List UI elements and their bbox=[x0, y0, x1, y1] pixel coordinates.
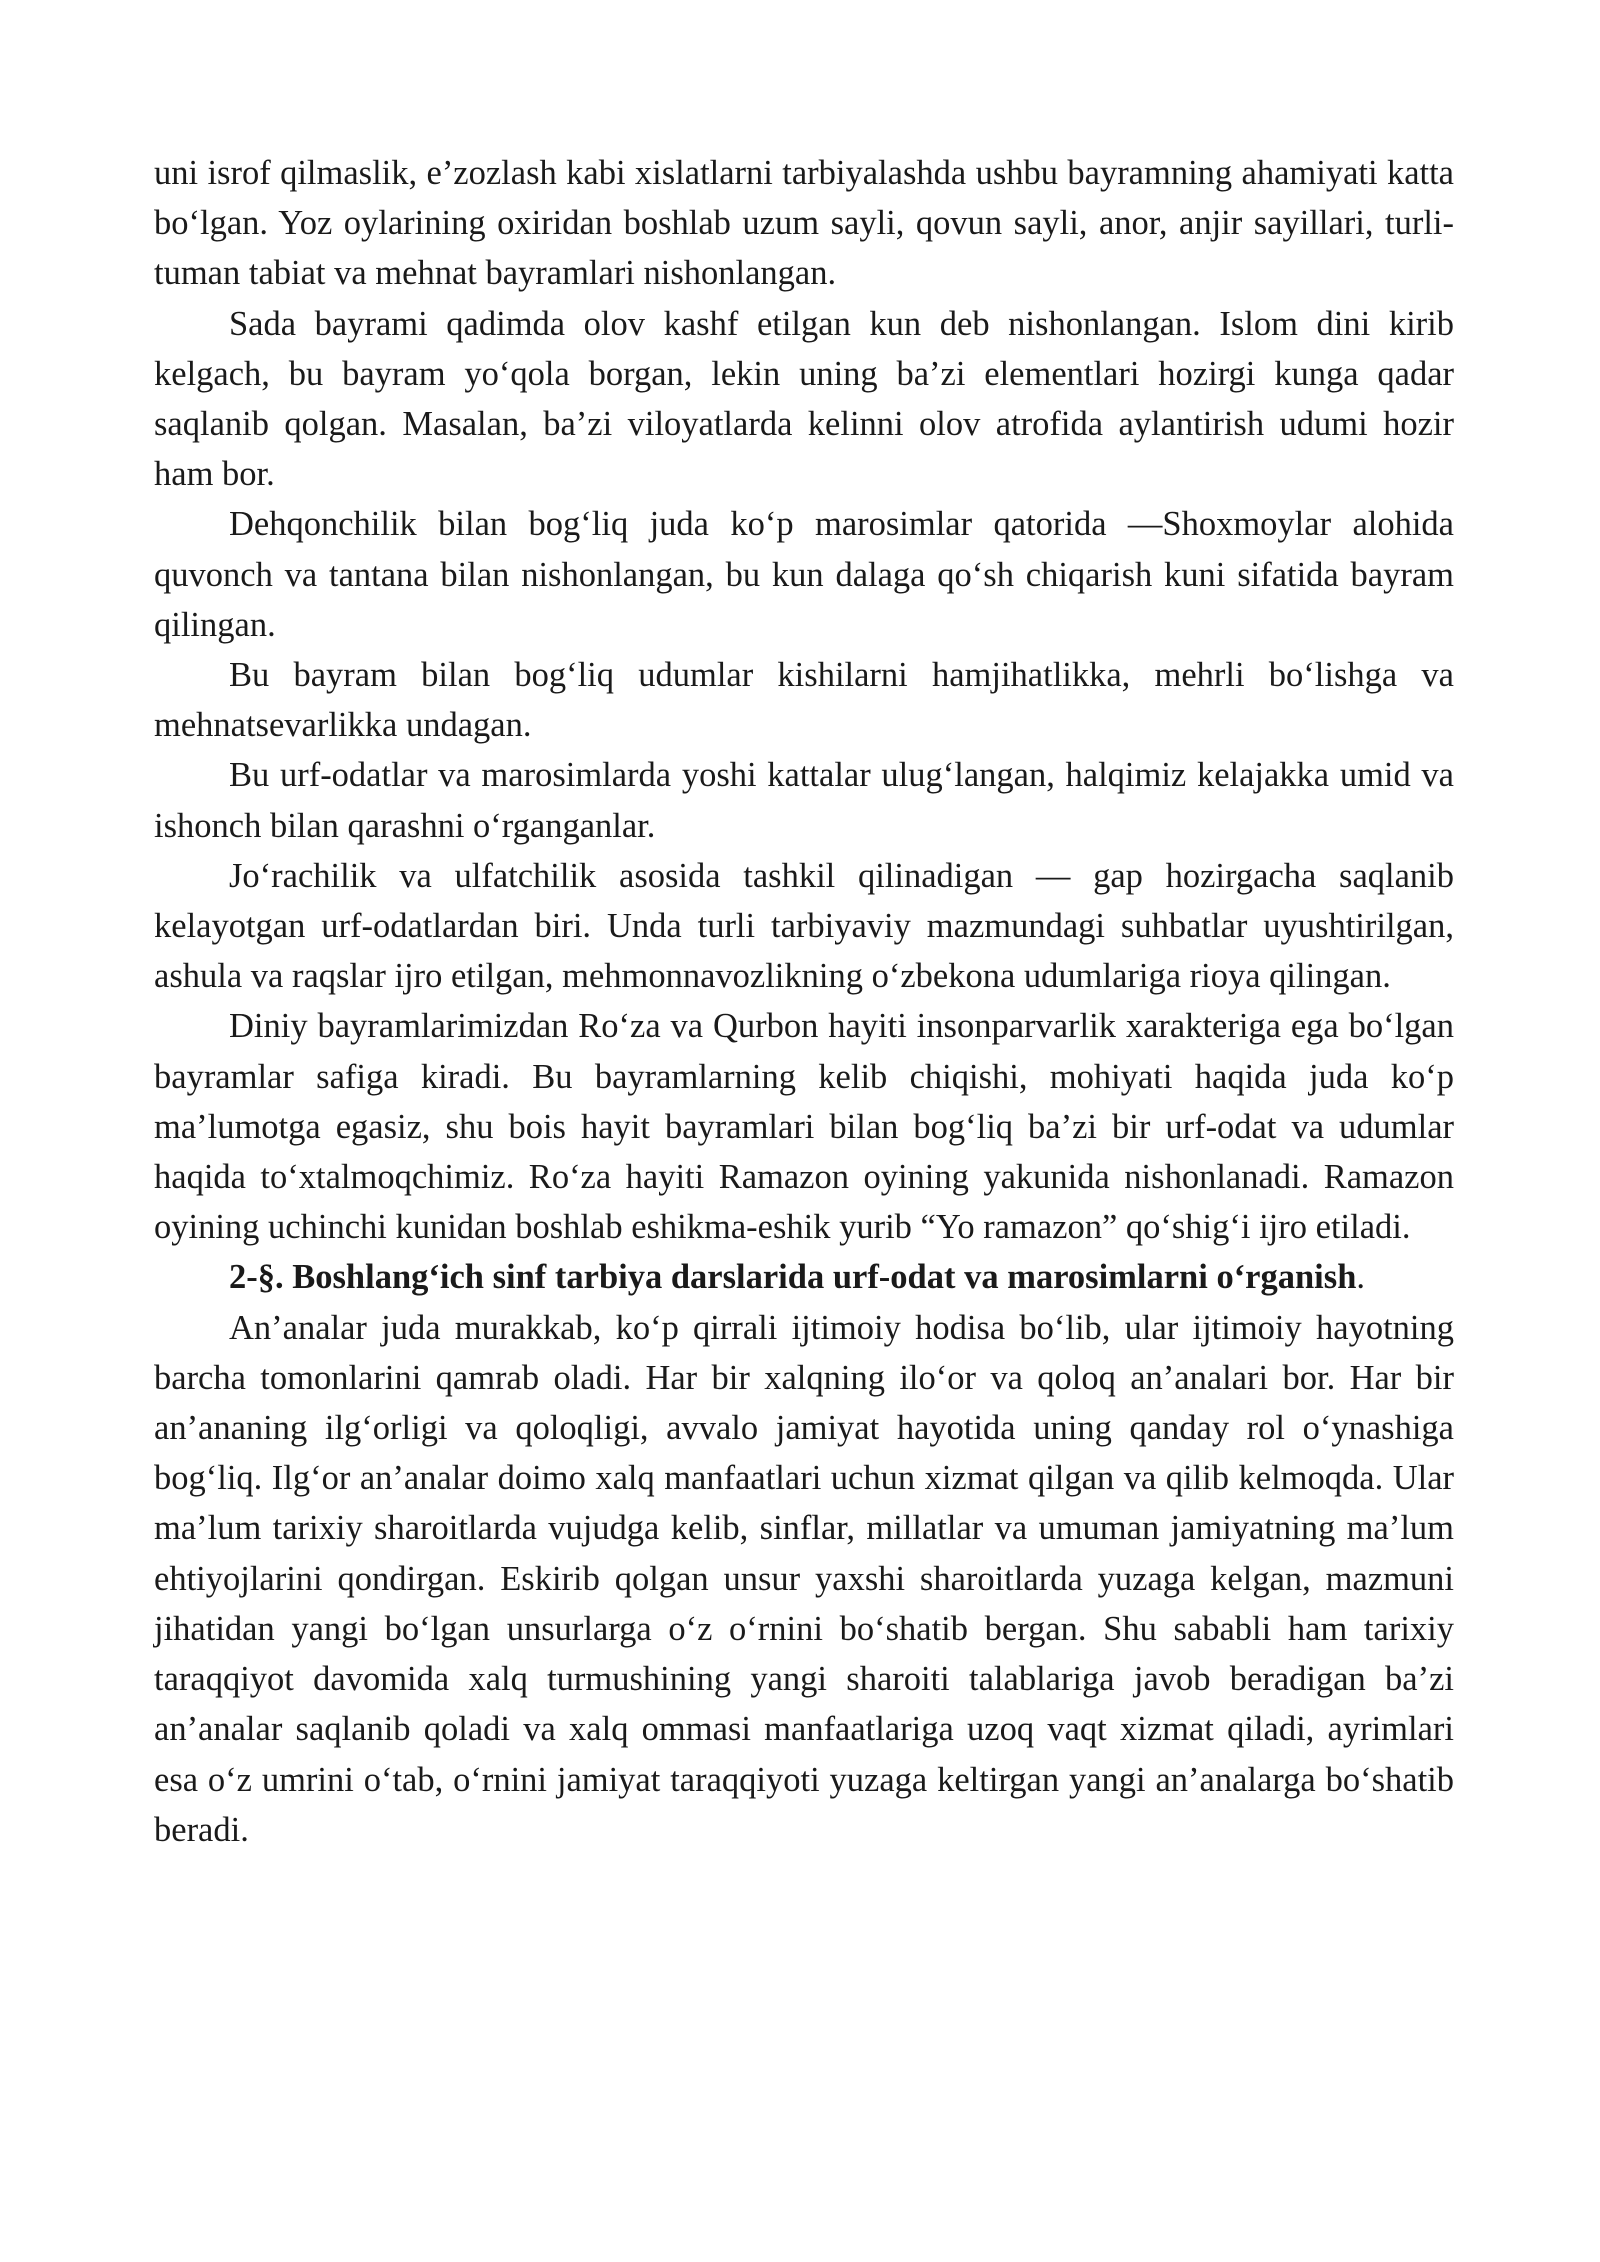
paragraph-shoxmoylar: Dehqonchilik bilan bog‘liq juda ko‘p marosimlar qatorida —Shoxmoylar alohida quvonch va tantana bilan nishonlangan, bu kun dalaga qo‘sh chiqarish kuni sifatida bayram qilingan. bbox=[154, 505, 1454, 644]
paragraph-urf-odatlar: Bu urf-odatlar va marosimlarda yoshi kattalar ulug‘langan, halqimiz kelajakka umid va ishonch bilan qarashni o‘rganganlar. bbox=[154, 756, 1454, 845]
paragraph-sada: Sada bayrami qadimda olov kashf etilgan kun deb nishonlangan. Islom dini kirib kelgach, bu bayram yo‘qola borgan, lekin uning ba’zi elementlari hozirgi kunga qadar saqlanib qolgan. Masalan, ba’zi viloyatlarda kelinni olov atrofida aylantirish udumi hozir ham bor. bbox=[154, 304, 1454, 494]
document-page bbox=[154, 148, 1454, 1855]
paragraph-continued: uni isrof qilmaslik, e’zozlash kabi xislatlarni tarbiyalashda ushbu bayramning ahamiyati katta bo‘lgan. Yoz oylarining oxiridan boshlab uzum sayli, qovun sayli, anor, anjir sayillari, turli-tuman tabiat va mehnat bayramlari nishonlangan. bbox=[154, 154, 1454, 293]
paragraph-ananalar: An’analar juda murakkab, ko‘p qirrali ijtimoiy hodisa bo‘lib, ular ijtimoiy hayotning barcha tomonlarini qamrab oladi. Har bir xalqning ilo‘or va qoloq an’analari bor. Har bir an’ananing ilg‘orligi va qoloqligi, avvalo jamiyat hayotida uning qanday rol o‘ynashiga bog‘liq. Ilg‘or an’analar doimo xalq manfaatlari uchun xizmat qilgan va qilib kelmoqda. Ular ma’lum tarixiy sharoitlarda vujudga kelib, sinflar, millatlar va umuman jamiyatning ma’lum ehtiyojlarini qondirgan. Eskirib qolgan unsur yaxshi sharoitlarda yuzaga kelgan, mazmuni jihatidan yangi bo‘lgan unsurlarga o‘z o‘rnini bo‘shatib bergan. Shu sababli ham tarixiy taraqqiyot davomida xalq turmushining yangi sharoiti talablariga javob beradigan ba’zi an’analar saqlanib qoladi va xalq ommasi manfaatlariga uzoq vaqt xizmat qiladi, ayrimlari esa o‘z umrini o‘tab, o‘rnini jamiyat taraqqiyoti yuzaga keltirgan yangi an’analarga bo‘shatib beradi. bbox=[154, 1308, 1454, 1849]
paragraph-udumlar: Bu bayram bilan bog‘liq udumlar kishilarni hamjihatlikka, mehrli bo‘lishga va mehnatsevarlikka undagan. bbox=[154, 656, 1454, 745]
section-heading-period: . bbox=[1356, 1258, 1366, 1297]
section-heading bbox=[154, 1252, 1454, 1302]
paragraph-gap: Jo‘rachilik va ulfatchilik asosida tashkil qilinadigan — gap hozirgacha saqlanib kelayotgan urf-odatlardan biri. Unda turli tarbiyaviy mazmundagi suhbatlar uyushtirilgan, ashula va raqslar ijro etilgan, mehmonnavozlikning o‘zbekona udumlariga rioya qilingan. bbox=[154, 856, 1454, 996]
paragraph-hayit: Diniy bayramlarimizdan Ro‘za va Qurbon hayiti insonparvarlik xarakteriga ega bo‘lgan bayramlar safiga kiradi. Bu bayramlarning kelib chiqishi, mohiyati haqida juda ko‘p ma’lumotga egasiz, shu bois hayit bayramlari bilan bog‘liq ba’zi bir urf-odat va udumlar haqida to‘xtalmoqchimiz. Ro‘za hayiti Ramazon oyining yakunida nishonlanadi. Ramazon oyining uchinchi kunidan boshlab eshikma-eshik yurib “Yo ramazon” qo‘shig‘i ijro etiladi. bbox=[154, 1007, 1454, 1247]
section-heading-text: 2-§. Boshlang‘ich sinf tarbiya darslarida urf-odat va marosimlarni o‘rganish bbox=[229, 1258, 1357, 1297]
